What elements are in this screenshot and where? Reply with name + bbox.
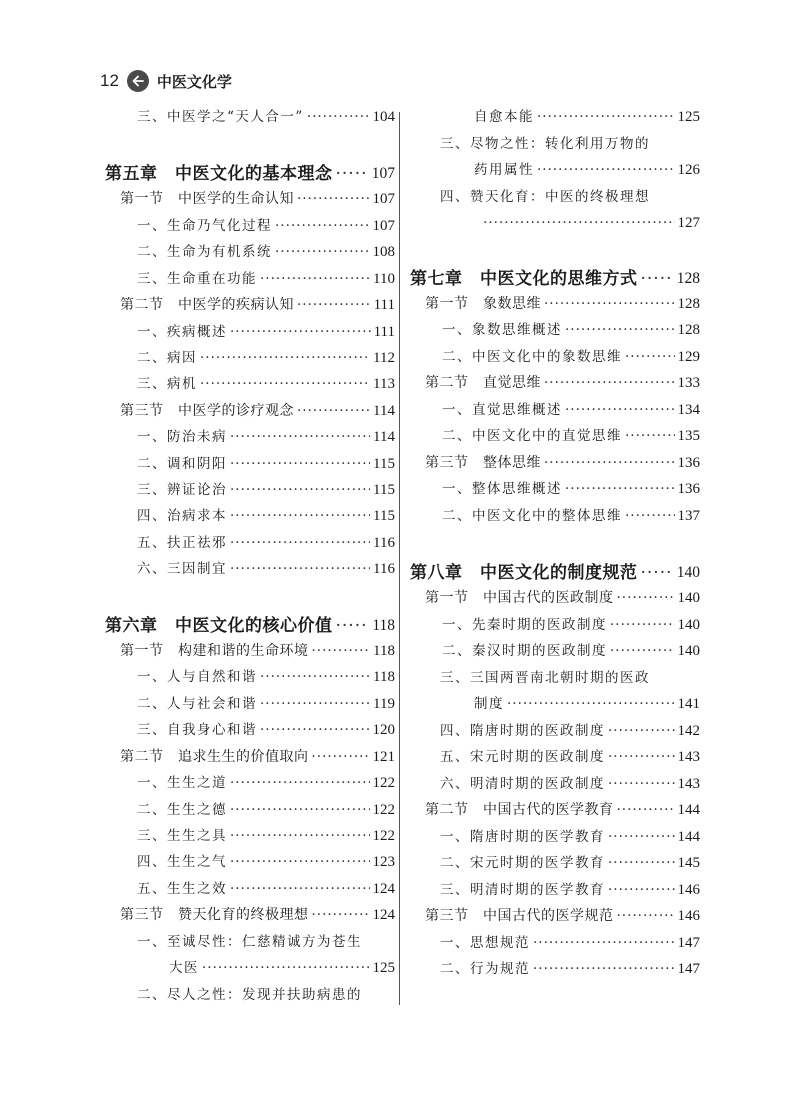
- toc-item-entry: [410, 614, 700, 636]
- toc-entry-title: 第三节 中医学的诊疗观念: [120, 403, 294, 419]
- toc-section-entry: [410, 293, 700, 315]
- toc-entry-title: 制度: [474, 696, 504, 712]
- toc-item-entry: [410, 133, 700, 155]
- dot-leader: [260, 268, 370, 290]
- dot-leader: [565, 399, 675, 421]
- dot-leader: [608, 852, 675, 874]
- toc-item-entry: [410, 958, 700, 980]
- toc-entry-title: 一、隋唐时期的医学教育: [440, 829, 605, 845]
- toc-entry-title: 五、宋元时期的医政制度: [440, 749, 605, 765]
- toc-page-number: 115: [373, 508, 395, 524]
- dot-leader: [297, 294, 371, 316]
- toc-entry-title: 二、行为规范: [440, 961, 530, 977]
- toc-page-number: 143: [677, 776, 700, 792]
- dot-leader: [230, 799, 370, 821]
- book-title: 中医文化学: [156, 72, 232, 91]
- dot-leader: [230, 558, 370, 580]
- toc-entry-title: 第三节 赞天化育的终极理想: [120, 907, 309, 923]
- toc-page-number: 116: [373, 535, 395, 551]
- toc-item-entry: [105, 693, 395, 715]
- dot-leader: [565, 478, 675, 500]
- toc-entry-title: 第五章 中医文化的基本理念: [105, 164, 333, 184]
- dot-leader: [260, 719, 370, 741]
- toc-item-entry: [105, 851, 395, 873]
- dot-leader: [230, 772, 370, 794]
- toc-page-number: 141: [677, 696, 700, 712]
- toc-page-number: 115: [373, 456, 395, 472]
- dot-leader: [617, 905, 675, 927]
- toc-entry-title: 二、中医文化中的直觉思维: [442, 428, 622, 444]
- toc-section-entry: [410, 452, 700, 474]
- toc-page-number: 144: [677, 802, 700, 818]
- toc-item-entry: [410, 640, 700, 662]
- toc-entry-title: 一、象数思维概述: [442, 322, 562, 338]
- toc-item-entry: [410, 505, 700, 527]
- toc-entry-title: 二、生生之德: [137, 802, 227, 818]
- dot-leader: [610, 640, 675, 662]
- toc-section-entry: [105, 746, 395, 768]
- dot-leader: [544, 372, 675, 394]
- toc-item-entry: [410, 879, 700, 901]
- toc-item-entry: [105, 719, 395, 741]
- dot-leader: [230, 426, 370, 448]
- toc-item-entry: [410, 346, 700, 368]
- toc-page-number: 110: [373, 271, 395, 287]
- toc-page-number: 137: [677, 508, 700, 524]
- toc-item-entry: [105, 321, 395, 343]
- page-number: 12: [100, 71, 119, 90]
- toc-item-entry: [105, 666, 395, 688]
- toc-entry-title: 一、生生之道: [137, 775, 227, 791]
- toc-page-number: 122: [372, 775, 395, 791]
- toc-page-number: 107: [372, 191, 395, 207]
- dot-leader: [202, 957, 370, 979]
- dot-leader: [608, 773, 675, 795]
- toc-entry-title: 二、调和阴阳: [137, 456, 227, 472]
- toc-page-number: 136: [677, 455, 700, 471]
- toc-entry-title: 一、先秦时期的医政制度: [442, 617, 607, 633]
- toc-page-number: 134: [677, 402, 700, 418]
- toc-page-number: 125: [372, 960, 395, 976]
- toc-entry-title: 第八章 中医文化的制度规范: [410, 563, 638, 583]
- toc-section-entry: [105, 188, 395, 210]
- toc-page-number: 104: [372, 109, 395, 125]
- toc-page-number: 124: [372, 881, 395, 897]
- toc-entry-title: 二、生命为有机系统: [137, 244, 272, 260]
- dot-leader: [625, 505, 675, 527]
- dot-leader: [641, 560, 674, 586]
- toc-page-number: 140: [677, 643, 700, 659]
- toc-section-entry: [105, 904, 395, 926]
- toc-entry-title: 第一节 构建和谐的生命环境: [120, 643, 309, 659]
- toc-page-number: 118: [373, 669, 395, 685]
- dot-leader: [641, 266, 674, 292]
- toc-item-entry: [105, 479, 395, 501]
- toc-item-entry: [410, 186, 700, 208]
- toc-item-entry: [105, 241, 395, 263]
- toc-entry-title: 第二节 追求生生的价值取向: [120, 749, 309, 765]
- dot-leader: [336, 613, 370, 639]
- dot-leader: [608, 746, 675, 768]
- dot-leader: [312, 746, 370, 768]
- toc-entry-title: 六、三因制宜: [137, 561, 227, 577]
- toc-page-number: 112: [373, 350, 395, 366]
- toc-section-entry: [410, 372, 700, 394]
- dot-leader: [260, 666, 370, 688]
- toc-item-entry: [410, 478, 700, 500]
- dot-leader: [200, 347, 370, 369]
- dot-leader: [507, 693, 675, 715]
- toc-page-number: 111: [373, 324, 395, 340]
- toc-page-number: 121: [372, 749, 395, 765]
- toc-page-number: 128: [676, 270, 700, 287]
- toc-page-number: 143: [677, 749, 700, 765]
- toc-item-entry: [105, 931, 395, 953]
- dot-leader: [625, 346, 675, 368]
- toc-item-entry: [410, 667, 700, 689]
- toc-entry-title: 二、秦汉时期的医政制度: [442, 643, 607, 659]
- toc-entry-title: 四、治病求本: [137, 508, 227, 524]
- toc-entry-title: 二、宋元时期的医学教育: [440, 855, 605, 871]
- dot-leader: [275, 241, 370, 263]
- toc-chapter-entry: [105, 613, 395, 639]
- toc-page-number: 127: [677, 215, 700, 231]
- toc-page-number: 146: [677, 882, 700, 898]
- toc-item-entry: [410, 826, 700, 848]
- toc-page-number: 122: [372, 802, 395, 818]
- toc-entry-title: 三、生生之具: [137, 828, 227, 844]
- toc-entry-title: 第一节 中国古代的医政制度: [425, 590, 614, 606]
- page-header: [100, 66, 232, 96]
- toc-item-entry: [105, 772, 395, 794]
- toc-entry-title: 二、尽人之性：发现并扶助病患的: [137, 987, 362, 1003]
- toc-item-entry: [105, 453, 395, 475]
- dot-leader: [260, 693, 370, 715]
- dot-leader: [230, 878, 370, 900]
- dot-leader: [608, 826, 675, 848]
- dot-leader: [565, 319, 675, 341]
- toc-entry-title: 三、三国两晋南北朝时期的医政: [440, 670, 650, 686]
- toc-page-number: 122: [372, 828, 395, 844]
- toc-page-number: 146: [677, 908, 700, 924]
- toc-entry-title: 四、生生之气: [137, 854, 227, 870]
- toc-entry-title: 一、直觉思维概述: [442, 402, 562, 418]
- toc-entry-title: 第六章 中医文化的核心价值: [105, 616, 333, 636]
- toc-entry-title: 二、中医文化中的象数思维: [442, 349, 622, 365]
- dot-leader: [544, 293, 675, 315]
- toc-item-entry: [410, 746, 700, 768]
- dot-leader: [610, 614, 675, 636]
- toc-page-number: 128: [677, 296, 700, 312]
- dot-leader: [544, 452, 675, 474]
- toc-entry-title: 第三节 中国古代的医学规范: [425, 908, 614, 924]
- toc-entry-title: 一、防治未病: [137, 429, 227, 445]
- dot-leader: [336, 161, 369, 187]
- toc-item-entry: [410, 425, 700, 447]
- dot-leader: [307, 106, 370, 128]
- toc-page-number: 125: [677, 109, 700, 125]
- dot-leader: [533, 958, 675, 980]
- dot-leader: [608, 720, 675, 742]
- dot-leader: [312, 904, 370, 926]
- toc-entry-title: 第一节 中医学的生命认知: [120, 191, 294, 207]
- toc-page-number: 115: [373, 482, 395, 498]
- toc-page-number: 145: [677, 855, 700, 871]
- toc-chapter-entry: [410, 266, 700, 292]
- toc-item-entry: [105, 215, 395, 237]
- dot-leader: [200, 373, 370, 395]
- toc-entry-title: 大医: [169, 960, 199, 976]
- toc-page-number: 140: [676, 564, 700, 581]
- toc-section-entry: [105, 640, 395, 662]
- toc-page-number: 124: [372, 907, 395, 923]
- toc-entry-title: 第七章 中医文化的思维方式: [410, 269, 638, 289]
- toc-entry-title: 二、病因: [137, 350, 197, 366]
- toc-item-entry: [105, 106, 395, 128]
- dot-leader: [230, 851, 370, 873]
- toc-item-entry: [410, 720, 700, 742]
- toc-section-entry: [410, 799, 700, 821]
- toc-item-entry: [105, 957, 395, 979]
- toc-page-number: 120: [372, 722, 395, 738]
- toc-entry-title: 三、尽物之性：转化利用万物的: [440, 136, 650, 152]
- toc-chapter-entry: [410, 560, 700, 586]
- toc-entry-title: 一、生命乃气化过程: [137, 218, 272, 234]
- toc-item-entry: [410, 773, 700, 795]
- toc-entry-title: 四、隋唐时期的医政制度: [440, 723, 605, 739]
- dot-leader: [617, 799, 675, 821]
- toc-entry-title: 药用属性: [474, 162, 534, 178]
- toc-item-entry: [105, 505, 395, 527]
- toc-item-entry: [105, 373, 395, 395]
- toc-page-number: 113: [373, 376, 395, 392]
- toc-page-number: 114: [373, 403, 395, 419]
- toc-item-entry: [105, 825, 395, 847]
- toc-page-number: 108: [372, 244, 395, 260]
- toc-item-entry: [105, 799, 395, 821]
- dot-leader: [537, 106, 675, 128]
- toc-entry-title: 自愈本能: [474, 109, 534, 125]
- toc-section-entry: [105, 400, 395, 422]
- dot-leader: [625, 425, 675, 447]
- toc-item-entry: [410, 106, 700, 128]
- dot-leader: [312, 640, 371, 662]
- toc-page-number: 135: [677, 428, 700, 444]
- toc-page-number: 128: [677, 322, 700, 338]
- toc-item-entry: [410, 159, 700, 181]
- toc-page-number: 142: [677, 723, 700, 739]
- toc-entry-title: 三、自我身心和谐: [137, 722, 257, 738]
- toc-section-entry: [410, 905, 700, 927]
- toc-page-number: 119: [373, 696, 395, 712]
- toc-page-number: 140: [677, 590, 700, 606]
- dot-leader: [230, 532, 370, 554]
- toc-page-number: 133: [677, 375, 700, 391]
- toc-entry-title: 四、赞天化育：中医的终极理想: [440, 189, 650, 205]
- dot-leader: [230, 479, 370, 501]
- toc-item-entry: [105, 268, 395, 290]
- toc-page-number: 118: [373, 643, 395, 659]
- dot-leader: [617, 587, 675, 609]
- toc-item-entry: [410, 212, 700, 234]
- toc-item-entry: [105, 347, 395, 369]
- toc-entry-title: 一、人与自然和谐: [137, 669, 257, 685]
- toc-entry-title: 五、生生之效: [137, 881, 227, 897]
- dot-leader: [533, 932, 675, 954]
- toc-entry-title: 三、病机: [137, 376, 197, 392]
- toc-page-number: 129: [677, 349, 700, 365]
- toc-item-entry: [105, 878, 395, 900]
- toc-item-entry: [105, 984, 395, 1006]
- toc-entry-title: 三、明清时期的医学教育: [440, 882, 605, 898]
- toc-page-number: 126: [677, 162, 700, 178]
- toc-entry-title: 五、扶正祛邪: [137, 535, 227, 551]
- toc-item-entry: [410, 399, 700, 421]
- dot-leader: [230, 825, 370, 847]
- toc-entry-title: 第二节 中国古代的医学教育: [425, 802, 614, 818]
- column-divider: [399, 112, 400, 1005]
- toc-page-number: 136: [677, 481, 700, 497]
- toc-item-entry: [410, 693, 700, 715]
- toc-entry-title: 三、中医学之“天人合一”: [137, 109, 304, 125]
- dot-leader: [483, 212, 675, 234]
- toc-section-entry: [105, 294, 395, 316]
- toc-page-number: 107: [372, 218, 395, 234]
- toc-entry-title: 二、人与社会和谐: [137, 696, 257, 712]
- toc-item-entry: [105, 426, 395, 448]
- dot-leader: [230, 321, 371, 343]
- toc-item-entry: [410, 932, 700, 954]
- left-arrow-icon: [127, 70, 149, 92]
- toc-page-number: 144: [677, 829, 700, 845]
- toc-page-number: 111: [373, 297, 395, 313]
- toc-item-entry: [410, 319, 700, 341]
- toc-section-entry: [410, 587, 700, 609]
- toc-item-entry: [410, 852, 700, 874]
- toc-entry-title: 三、辨证论治: [137, 482, 227, 498]
- toc-page-number: 118: [372, 617, 395, 634]
- toc-entry-title: 一、至诚尽性：仁慈精诚方为苍生: [137, 934, 362, 950]
- toc-chapter-entry: [105, 161, 395, 187]
- toc-item-entry: [105, 532, 395, 554]
- dot-leader: [297, 188, 370, 210]
- toc-page-number: 147: [677, 961, 700, 977]
- toc-page-number: 140: [677, 617, 700, 633]
- toc-entry-title: 六、明清时期的医政制度: [440, 776, 605, 792]
- toc-entry-title: 二、中医文化中的整体思维: [442, 508, 622, 524]
- toc-page-number: 107: [371, 165, 395, 182]
- dot-leader: [608, 879, 675, 901]
- dot-leader: [297, 400, 370, 422]
- dot-leader: [230, 453, 370, 475]
- dot-leader: [275, 215, 370, 237]
- dot-leader: [230, 505, 370, 527]
- dot-leader: [537, 159, 675, 181]
- toc-page-number: 116: [373, 561, 395, 577]
- toc-page-number: 114: [373, 429, 395, 445]
- toc-entry-title: 一、思想规范: [440, 935, 530, 951]
- toc-entry-title: 第二节 直觉思维: [425, 375, 541, 391]
- toc-entry-title: 第一节 象数思维: [425, 296, 541, 312]
- toc-entry-title: 第二节 中医学的疾病认知: [120, 297, 294, 313]
- toc-entry-title: 第三节 整体思维: [425, 455, 541, 471]
- toc-entry-title: 一、整体思维概述: [442, 481, 562, 497]
- toc-page-number: 147: [677, 935, 700, 951]
- toc-entry-title: 三、生命重在功能: [137, 271, 257, 287]
- toc-item-entry: [105, 558, 395, 580]
- toc-page-number: 123: [372, 854, 395, 870]
- toc-entry-title: 一、疾病概述: [137, 324, 227, 340]
